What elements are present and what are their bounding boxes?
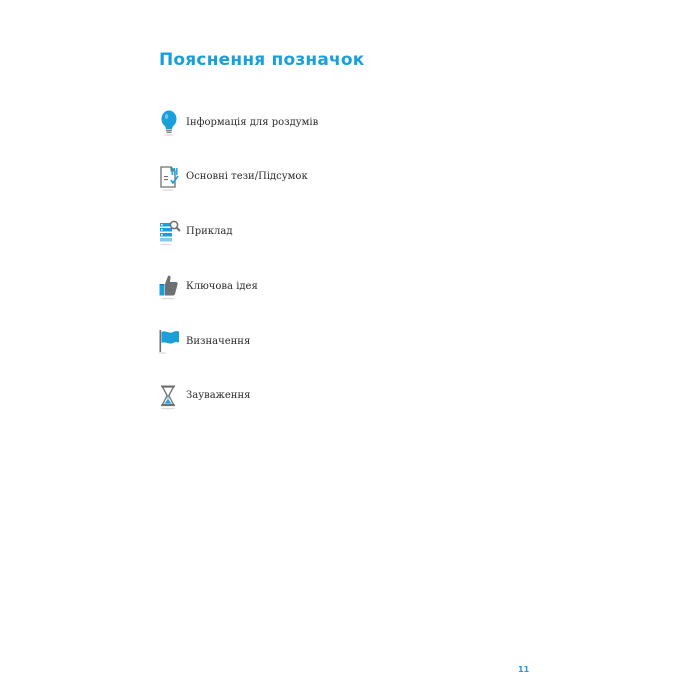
legend-label: Визначення (186, 335, 251, 347)
legend-item-summary (156, 163, 318, 191)
legend-label: Зауваження (186, 390, 251, 402)
legend-label: Ключова ідея (186, 280, 258, 292)
page-number: 11 (518, 665, 530, 674)
icon-legend-list (156, 108, 318, 437)
legend-item-reflection (156, 108, 318, 136)
legend-label: Інформація для роздумів (186, 116, 319, 128)
document-checklist-icon (156, 163, 182, 191)
legend-item-example (156, 218, 318, 246)
legend-label: Основні тези/Підсумок (186, 171, 308, 183)
legend-label: Приклад (186, 226, 233, 238)
legend-item-key-idea (156, 272, 318, 300)
list-magnifier-icon (156, 218, 182, 246)
lightbulb-icon (156, 108, 182, 136)
page-title: Пояснення позначок (159, 50, 365, 70)
legend-item-definition (156, 327, 318, 355)
thumbs-up-icon (156, 272, 182, 300)
legend-item-remark (156, 382, 318, 410)
hourglass-icon (156, 382, 182, 410)
flag-icon (156, 327, 182, 355)
